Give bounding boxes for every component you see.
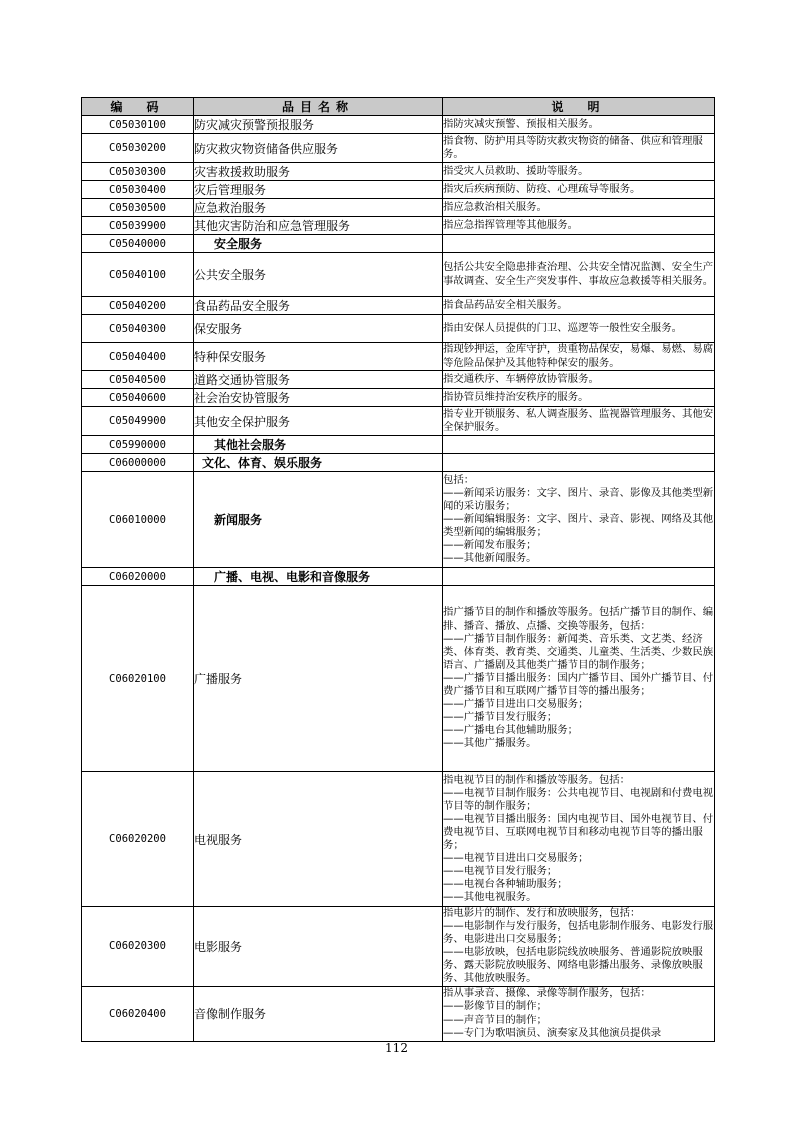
row-code: C05030200 (82, 134, 194, 163)
row-desc: 指电影片的制作、发行和放映服务，包括： ——电影制作与发行服务，包括电影制作服务、电影发行服务、电影进出口交易服务； ——电影放映，包括电影院线放映服务、普通影院放映服务、露天影院放映服务、网络电影播出服务、录像放映服务、其他放映服务。 (443, 907, 714, 985)
row-code: C05040100 (82, 253, 194, 297)
table-row (82, 454, 715, 472)
table-row (82, 163, 715, 181)
row-desc: 指电视节目的制作和播放等服务。包括： ——电视节目制作服务：公共电视节目、电视剧和付费电视节目等的制作服务； ——电视节目播出服务：国内电视节目、国外电视节目、付费电视节目、互联网电视节目和移动电视节目等的播出服务； ——电视节目进出口交易服务； ——电视节目发行服务； ——电视台各种辅助服务； ——其他电视服务。 (443, 772, 715, 907)
row-name: 电影服务 (194, 907, 443, 987)
row-name: 防灾救灾物资储备供应服务 (194, 134, 443, 163)
table-row (82, 907, 715, 987)
row-name: 特种保安服务 (194, 343, 443, 371)
row-name: 其他灾害防治和应急管理服务 (194, 217, 443, 235)
header-name: 品目名称 (194, 98, 443, 116)
table-row (82, 217, 715, 235)
table-row (82, 407, 715, 436)
table-row (82, 343, 715, 371)
table-row (82, 472, 715, 568)
row-desc: 指受灾人员救助、援助等服务。 (443, 163, 715, 181)
row-code: C05990000 (82, 436, 194, 454)
table-row (82, 253, 715, 297)
row-desc: 指由安保人员提供的门卫、巡逻等一般性安全服务。 (443, 315, 715, 343)
row-code: C05040600 (82, 389, 194, 407)
table-row (82, 116, 715, 134)
row-code: C05040200 (82, 297, 194, 315)
row-desc: 指食物、防护用具等防灾救灾物资的储备、供应和管理服务。 (443, 134, 715, 163)
row-code: C05039900 (82, 217, 194, 235)
row-name: 防灾减灾预警预报服务 (194, 116, 443, 134)
row-code: C05040400 (82, 343, 194, 371)
row-name: 其他社会服务 (194, 436, 443, 454)
row-desc (443, 568, 715, 586)
row-name: 电视服务 (194, 772, 443, 907)
row-code: C06020200 (82, 772, 194, 907)
table-row (82, 371, 715, 389)
row-desc (443, 235, 715, 253)
row-code: C05040300 (82, 315, 194, 343)
row-desc: 包括： ——新闻采访服务：文字、图片、录音、影像及其他类型新闻的采访服务； ——新闻编辑服务：文字、图片、录音、影视、网络及其他类型新闻的编辑服务； ——新闻发布服务； ——其他新闻服务。 (443, 472, 715, 568)
table-row (82, 586, 715, 772)
row-code: C05049900 (82, 407, 194, 436)
row-desc: 指专业开锁服务、私人调查服务、监视器管理服务、其他安全保护服务。 (443, 407, 715, 436)
row-name: 广播、电视、电影和音像服务 (194, 568, 443, 586)
row-desc: 指灾后疾病预防、防疫、心理疏导等服务。 (443, 181, 715, 199)
table-row (82, 389, 715, 407)
table-row (82, 568, 715, 586)
row-name: 食品药品安全服务 (194, 297, 443, 315)
row-name: 公共安全服务 (194, 253, 443, 297)
row-name: 其他安全保护服务 (194, 407, 443, 436)
row-name: 音像制作服务 (194, 986, 443, 1041)
row-name: 安全服务 (194, 235, 443, 253)
row-name: 保安服务 (194, 315, 443, 343)
row-code: C05030500 (82, 199, 194, 217)
row-code: C06020300 (82, 907, 194, 987)
row-code: C05030300 (82, 163, 194, 181)
row-name: 灾后管理服务 (194, 181, 443, 199)
header-desc: 说 明 (443, 98, 715, 116)
row-desc (443, 454, 715, 472)
row-code: C06000000 (82, 454, 194, 472)
table-row (82, 199, 715, 217)
table-row (82, 436, 715, 454)
row-desc: 指食品药品安全相关服务。 (443, 297, 715, 315)
row-code: C05030400 (82, 181, 194, 199)
row-code: C06020000 (82, 568, 194, 586)
row-desc: 指广播节目的制作和播放等服务。包括广播节目的制作、编排、播音、播放、点播、交换等服务，包括： ——广播节目制作服务：新闻类、音乐类、文艺类、经济类、体育类、教育类、交通类、儿童类、生活类、少数民族语言、广播剧及其他类广播节目的制作服务； ——广播节目播出服务：国内广播节目、国外广播节目、付费广播节目和互联网广播节目等的播出服务； ——广播节目进出口交易服务； ——广播节目发行服务； ——广播电台其他辅助服务； ——其他广播服务。 (443, 586, 715, 772)
table-row (82, 181, 715, 199)
row-name: 新闻服务 (194, 472, 443, 568)
row-code: C06020100 (82, 586, 194, 772)
table-row (82, 986, 715, 1041)
table-row (82, 235, 715, 253)
page-number: 112 (385, 1041, 408, 1055)
row-name: 社会治安协管服务 (194, 389, 443, 407)
table-row (82, 134, 715, 163)
row-desc: 指现钞押运，金库守护，贵重物品保安，易爆、易燃、易腐等危险品保护及其他特种保安的服务。 (443, 343, 714, 369)
row-desc: 指防灾减灾预警、预报相关服务。 (443, 116, 715, 134)
table-header-row (82, 98, 715, 116)
row-name: 灾害救援救助服务 (194, 163, 443, 181)
catalog-table (81, 97, 715, 1042)
row-desc: 指应急救治相关服务。 (443, 199, 715, 217)
row-name: 道路交通协管服务 (194, 371, 443, 389)
row-code: C06020400 (82, 986, 194, 1041)
row-code: C06010000 (82, 472, 194, 568)
table-row (82, 315, 715, 343)
row-code: C05030100 (82, 116, 194, 134)
row-desc (443, 436, 715, 454)
row-desc: 指从事录音、摄像、录像等制作服务，包括： ——影像节目的制作； ——声音节目的制作； ——专门为歌唱演员、演奏家及其他演员提供录 (443, 986, 715, 1041)
row-code: C05040500 (82, 371, 194, 389)
row-name: 文化、体育、娱乐服务 (194, 454, 443, 472)
table-row (82, 772, 715, 907)
row-desc: 指协管员维持治安秩序的服务。 (443, 389, 715, 407)
row-desc: 包括公共安全隐患排查治理、公共安全情况监测、安全生产事故调查、安全生产突发事件、事故应急救援等相关服务。 (443, 253, 715, 297)
row-code: C05040000 (82, 235, 194, 253)
row-desc: 指应急指挥管理等其他服务。 (443, 217, 715, 235)
row-desc: 指交通秩序、车辆停放协管服务。 (443, 371, 715, 389)
row-name: 广播服务 (194, 586, 443, 772)
table-row (82, 297, 715, 315)
header-code: 编 码 (82, 98, 194, 116)
row-name: 应急救治服务 (194, 199, 443, 217)
